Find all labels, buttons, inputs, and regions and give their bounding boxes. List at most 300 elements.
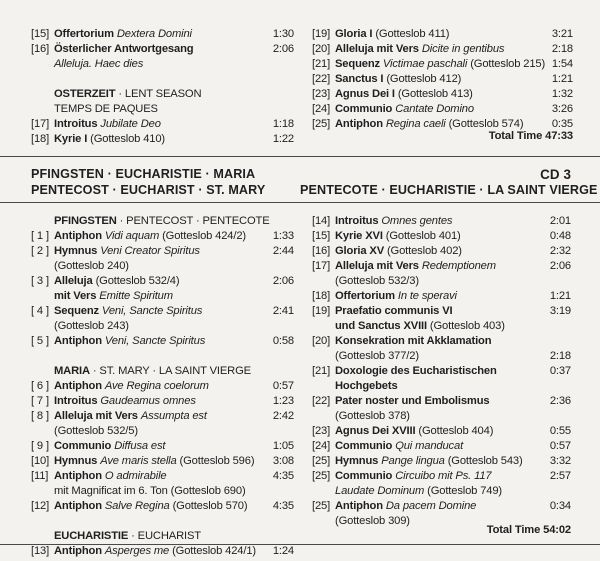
track-subtitle: Vidi aquam (Gotteslob 424/2): [104, 230, 246, 242]
track-subtitle: Assumpta est: [140, 410, 207, 422]
track-duration: 0:55: [549, 425, 571, 437]
track-text: [54, 439, 165, 454]
track-subtitle: Dextera Domini: [116, 28, 192, 40]
track-row: [312, 289, 571, 304]
track-duration: 2:01: [549, 215, 571, 227]
track-subtitle: (Gotteslob 401): [385, 230, 461, 242]
track-title: Kyrie XVI: [335, 230, 383, 242]
track-duration: 0:48: [549, 230, 571, 242]
bottom-left-tracklist: [31, 214, 294, 559]
track-title: Antiphon: [54, 335, 102, 347]
track-subtitle: Alleluja. Haec dies: [54, 58, 144, 70]
track-subtitle: · LENT SEASON: [115, 88, 202, 100]
track-subtitle: (Gotteslob 309): [335, 515, 410, 527]
track-duration: 2:06: [549, 260, 571, 272]
track-text: [54, 379, 209, 394]
track-number: [20]: [312, 43, 331, 55]
track-duration: 1:54: [551, 58, 573, 70]
track-row: [31, 424, 294, 439]
track-duration: 2:57: [549, 470, 571, 482]
track-duration: 1:33: [272, 230, 294, 242]
track-row: [31, 117, 294, 132]
track-text: [335, 499, 476, 514]
track-text: [335, 379, 398, 394]
track-row: [31, 274, 294, 289]
track-title: Agnus Dei I: [335, 88, 395, 100]
track-duration: 2:41: [272, 305, 294, 317]
track-row: [312, 484, 571, 499]
track-row: [312, 319, 571, 334]
track-title: Gloria I: [335, 28, 373, 40]
track-subtitle: TEMPS DE PAQUES: [54, 103, 158, 115]
section-heading: [31, 87, 294, 102]
track-subtitle: Circuibo mit Ps. 117: [395, 470, 492, 482]
track-text: [54, 484, 246, 499]
track-subtitle: (Gotteslob 378): [335, 410, 410, 422]
track-number: [ 4 ]: [31, 305, 49, 317]
track-title: Österlicher Antwortgesang: [54, 43, 194, 55]
track-subtitle: (Gotteslob 243): [54, 320, 129, 332]
track-text: [54, 364, 251, 379]
track-subtitle: Redemptionem: [421, 260, 496, 272]
track-title: Offertorium: [54, 28, 114, 40]
track-text: [54, 394, 196, 409]
track-text: [335, 364, 497, 379]
track-subtitle: Ave maris stella (Gotteslob 596): [100, 455, 255, 467]
track-subtitle: Veni Creator Spiritus: [100, 245, 200, 257]
track-title: MARIA: [54, 365, 90, 377]
track-number: [20]: [312, 335, 331, 347]
track-title: Doxologie des Eucharistischen: [335, 365, 497, 377]
track-row: [31, 102, 294, 117]
track-number: [22]: [312, 395, 331, 407]
track-subtitle: · ST. MARY · LA SAINT VIERGE: [89, 365, 251, 377]
track-subtitle: Regina caeli (Gotteslob 574): [385, 118, 524, 130]
track-text: [335, 469, 491, 484]
banner-line-2-right: PENTECOTE · EUCHARISTIE · LA SAINT VIERGE: [300, 183, 598, 197]
track-row: [312, 409, 571, 424]
track-number: [16]: [31, 43, 50, 55]
track-number: [15]: [31, 28, 50, 40]
track-text: [54, 454, 254, 469]
track-subtitle: (Gotteslob 402): [386, 245, 462, 257]
track-subtitle: Jubilate Deo: [100, 118, 161, 130]
track-number: [ 8 ]: [31, 410, 49, 422]
track-text: [335, 244, 462, 259]
track-row: [31, 394, 294, 409]
track-text: [54, 499, 247, 514]
track-subtitle: Veni, Sancte Spiritus: [101, 305, 203, 317]
track-title: Introitus: [54, 395, 98, 407]
track-duration: 2:06: [272, 275, 294, 287]
track-subtitle: Omnes gentes: [381, 215, 453, 227]
track-row: [31, 379, 294, 394]
track-title: Antiphon: [54, 380, 102, 392]
track-row: [312, 364, 571, 379]
track-row: [312, 394, 571, 409]
track-text: [335, 394, 489, 409]
track-text: [335, 27, 449, 42]
track-text: [335, 349, 419, 364]
track-row: [31, 454, 294, 469]
track-number: [21]: [312, 365, 331, 377]
track-row: [312, 499, 571, 514]
track-row: [31, 349, 294, 364]
track-number: [ 2 ]: [31, 245, 49, 257]
section-heading: [31, 364, 294, 379]
track-row: [312, 304, 571, 319]
track-subtitle: Victimae paschali (Gotteslob 215): [382, 58, 546, 70]
track-duration: 3:08: [272, 455, 294, 467]
track-text: [54, 259, 129, 274]
banner-divider: [0, 202, 600, 203]
track-duration: 2:44: [272, 245, 294, 257]
track-title: Communio: [335, 470, 393, 482]
track-number: [23]: [312, 88, 331, 100]
track-text: [335, 259, 496, 274]
track-subtitle: (Gotteslob 412): [386, 73, 462, 85]
track-subtitle: (Gotteslob 404): [418, 425, 494, 437]
track-title: Gloria XV: [335, 245, 385, 257]
track-number: [12]: [31, 500, 50, 512]
track-number: [22]: [312, 73, 331, 85]
track-text: [54, 334, 205, 349]
track-text: [54, 469, 166, 484]
track-number: [ 9 ]: [31, 440, 49, 452]
track-number: [13]: [31, 545, 50, 557]
bottom-divider: [0, 544, 600, 545]
track-text: [54, 529, 201, 544]
track-subtitle: Dicite in gentibus: [421, 43, 505, 55]
track-subtitle: mit Magnificat im 6. Ton (Gotteslob 690): [54, 485, 246, 497]
track-row: [31, 244, 294, 259]
track-number: [18]: [31, 133, 50, 145]
track-text: [54, 87, 201, 102]
track-number: [ 7 ]: [31, 395, 49, 407]
track-row: [312, 102, 573, 117]
track-duration: 1:05: [272, 440, 294, 452]
track-title: Introitus: [54, 118, 98, 130]
gotteslob-ref: (Gotteslob 596): [176, 455, 255, 467]
track-duration: 1:30: [272, 28, 294, 40]
track-text: [335, 87, 473, 102]
track-subtitle: (Gotteslob 403): [429, 320, 505, 332]
track-text: [335, 229, 461, 244]
track-title: Communio: [54, 440, 112, 452]
track-subtitle: (Gotteslob 377/2): [335, 350, 419, 362]
banner-line-2-left: PENTECOST · EUCHARIST · ST. MARY: [31, 183, 266, 197]
track-duration: 0:57: [272, 380, 294, 392]
track-number: [16]: [312, 245, 331, 257]
track-text: [54, 27, 192, 42]
track-title: Praefatio communis VI: [335, 305, 453, 317]
track-subtitle: O admirabile: [104, 470, 167, 482]
track-row: [31, 319, 294, 334]
track-subtitle: Pange lingua (Gotteslob 543): [381, 455, 523, 467]
track-duration: 0:35: [551, 118, 573, 130]
track-duration: 2:06: [272, 43, 294, 55]
track-title: Antiphon: [335, 500, 383, 512]
track-text: [335, 439, 463, 454]
track-duration: 1:21: [549, 290, 571, 302]
track-title: Konsekration mit Akklamation: [335, 335, 492, 347]
track-number: [18]: [312, 290, 331, 302]
track-title: Antiphon: [54, 500, 102, 512]
track-title: Kyrie I: [54, 133, 88, 145]
track-title: Alleluja mit Vers: [335, 260, 419, 272]
track-subtitle: Da pacem Domine: [385, 500, 477, 512]
banner-line-1: PFINGSTEN · EUCHARISTIE · MARIA: [31, 167, 256, 181]
track-duration: 0:34: [549, 500, 571, 512]
track-text: [54, 102, 158, 117]
track-subtitle: Ave Regina coelorum: [104, 380, 209, 392]
track-number: [ 5 ]: [31, 335, 49, 347]
track-text: [54, 117, 161, 132]
track-title: Hymnus: [54, 455, 98, 467]
track-row: [31, 304, 294, 319]
track-title: Hymnus: [335, 455, 379, 467]
track-title: Alleluja mit Vers: [335, 43, 419, 55]
track-subtitle: Diffusa est: [114, 440, 166, 452]
section-heading: [31, 214, 294, 229]
track-text: [335, 424, 493, 439]
track-duration: 0:58: [272, 335, 294, 347]
track-row: [31, 409, 294, 424]
track-number: [17]: [312, 260, 331, 272]
track-title: Alleluja mit Vers: [54, 410, 138, 422]
track-row: [312, 229, 571, 244]
track-text: [54, 289, 173, 304]
track-number: [ 3 ]: [31, 275, 49, 287]
track-number: [ 6 ]: [31, 380, 49, 392]
track-duration: 0:57: [549, 440, 571, 452]
track-duration: 1:21: [551, 73, 573, 85]
gotteslob-ref: (Gotteslob 570): [169, 500, 248, 512]
track-title: Antiphon: [54, 470, 102, 482]
track-row: [31, 544, 294, 559]
track-number: [25]: [312, 118, 331, 130]
track-number: [23]: [312, 425, 331, 437]
track-row: [31, 484, 294, 499]
track-text: [335, 484, 502, 499]
top-right-tracklist: [312, 27, 573, 132]
track-title: Sequenz: [54, 305, 99, 317]
track-text: [54, 304, 202, 319]
track-number: [25]: [312, 455, 331, 467]
track-text: [335, 102, 474, 117]
track-subtitle: Gaudeamus omnes: [100, 395, 196, 407]
track-row: [31, 132, 294, 147]
track-subtitle: Qui manducat: [395, 440, 464, 452]
track-number: [24]: [312, 440, 331, 452]
track-subtitle: Laudate Dominum (Gotteslob 749): [335, 485, 502, 497]
track-text: [335, 289, 457, 304]
track-row: [31, 72, 294, 87]
track-number: [11]: [31, 470, 49, 482]
track-subtitle: (Gotteslob 532/3): [335, 275, 419, 287]
track-duration: 3:32: [549, 455, 571, 467]
track-title: Sanctus I: [335, 73, 384, 85]
track-number: [10]: [31, 455, 50, 467]
track-text: [54, 214, 270, 229]
track-text: [54, 42, 193, 57]
track-row: [31, 57, 294, 72]
track-row: [312, 454, 571, 469]
track-subtitle: In te speravi: [397, 290, 457, 302]
track-row: [312, 27, 573, 42]
track-number: [ 1 ]: [31, 230, 49, 242]
track-text: [54, 544, 256, 559]
track-number: [19]: [312, 28, 331, 40]
track-duration: 3:19: [549, 305, 571, 317]
track-text: [335, 334, 491, 349]
track-duration: 2:36: [549, 395, 571, 407]
track-row: [31, 334, 294, 349]
track-title: Antiphon: [54, 230, 102, 242]
track-row: [312, 87, 573, 102]
track-text: [335, 214, 452, 229]
track-duration: 1:22: [272, 133, 294, 145]
track-row: [31, 289, 294, 304]
gotteslob-ref: (Gotteslob 574): [445, 118, 524, 130]
track-number: [24]: [312, 103, 331, 115]
track-duration: 1:18: [272, 118, 294, 130]
track-text: [54, 229, 246, 244]
track-number: [21]: [312, 58, 331, 70]
gotteslob-ref: (Gotteslob 424/2): [159, 230, 246, 242]
track-text: [54, 132, 165, 147]
track-subtitle: (Gotteslob 411): [375, 28, 450, 40]
track-title: Antiphon: [335, 118, 383, 130]
track-title: Alleluja: [54, 275, 93, 287]
track-row: [312, 72, 573, 87]
track-number: [25]: [312, 470, 331, 482]
track-row: [31, 514, 294, 529]
track-text: [54, 274, 179, 289]
track-title: Sequenz: [335, 58, 380, 70]
track-number: [25]: [312, 500, 331, 512]
gotteslob-ref: (Gotteslob 749): [424, 485, 502, 497]
track-row: [31, 439, 294, 454]
track-subtitle: Asperges me (Gotteslob 424/1): [104, 545, 256, 557]
gotteslob-ref: (Gotteslob 215): [467, 58, 546, 70]
track-row: [31, 469, 294, 484]
cd-number: CD 3: [540, 167, 571, 182]
track-title: EUCHARISTIE: [54, 530, 129, 542]
track-title: Offertorium: [335, 290, 395, 302]
track-text: [335, 42, 504, 57]
track-duration: 2:32: [549, 245, 571, 257]
track-title: Antiphon: [54, 545, 102, 557]
track-subtitle: Salve Regina (Gotteslob 570): [104, 500, 248, 512]
track-title: Pater noster und Embolismus: [335, 395, 490, 407]
track-subtitle: · PENTECOST · PENTECOTE: [116, 215, 270, 227]
track-subtitle: · EUCHARIST: [128, 530, 201, 542]
track-subtitle: (Gotteslob 240): [54, 260, 129, 272]
track-duration: 0:37: [549, 365, 571, 377]
track-title: Communio: [335, 103, 393, 115]
track-row: [312, 259, 571, 274]
track-subtitle: Cantate Domino: [395, 103, 474, 115]
track-row: [31, 27, 294, 42]
track-row: [31, 259, 294, 274]
track-duration: 1:24: [272, 545, 294, 557]
track-title: Hochgebets: [335, 380, 398, 392]
track-subtitle: mit Vers Emitte Spiritum: [54, 290, 173, 302]
track-subtitle: (Gotteslob 532/5): [54, 425, 138, 437]
track-row: [312, 244, 571, 259]
track-text: [54, 424, 138, 439]
track-row: [312, 379, 571, 394]
track-row: [312, 214, 571, 229]
track-title: und Sanctus XVIII: [335, 320, 427, 332]
track-row: [312, 439, 571, 454]
track-row: [31, 229, 294, 244]
track-text: [335, 319, 505, 334]
track-duration: 2:18: [549, 350, 571, 362]
track-text: [335, 274, 419, 289]
section-heading: [31, 529, 294, 544]
track-text: [54, 409, 207, 424]
track-duration: 1:32: [551, 88, 573, 100]
track-text: [54, 319, 129, 334]
track-text: [335, 57, 545, 72]
track-text: [335, 409, 410, 424]
track-text: [54, 57, 143, 72]
track-row: [312, 349, 571, 364]
track-subtitle: (Gotteslob 410): [90, 133, 165, 145]
track-title: PFINGSTEN: [54, 215, 117, 227]
track-duration: 3:21: [551, 28, 573, 40]
track-duration: 1:23: [272, 395, 294, 407]
track-title: Introitus: [335, 215, 379, 227]
top-divider: [0, 156, 600, 157]
bottom-total-time: Total Time 54:02: [486, 524, 571, 536]
track-title: Agnus Dei XVIII: [335, 425, 416, 437]
track-duration: 4:35: [272, 470, 294, 482]
track-duration: 2:18: [551, 43, 573, 55]
track-text: [335, 514, 410, 529]
track-row: [31, 42, 294, 57]
track-number: [19]: [312, 305, 331, 317]
track-number: [17]: [31, 118, 50, 130]
track-row: [312, 424, 571, 439]
top-total-time: Total Time 47:33: [488, 130, 573, 142]
track-duration: 3:26: [551, 103, 573, 115]
top-left-tracklist: [31, 27, 294, 147]
track-row: [312, 334, 571, 349]
track-subtitle: (Gotteslob 413): [397, 88, 473, 100]
track-row: [312, 42, 573, 57]
track-subtitle: (Gotteslob 532/4): [95, 275, 180, 287]
track-text: [54, 244, 200, 259]
track-number: [14]: [312, 215, 331, 227]
track-text: [335, 304, 452, 319]
track-row: [312, 57, 573, 72]
track-duration: 2:42: [272, 410, 294, 422]
track-row: [312, 274, 571, 289]
track-number: [15]: [312, 230, 331, 242]
track-duration: 4:35: [272, 500, 294, 512]
bottom-right-tracklist: [312, 214, 571, 529]
track-subtitle: Veni, Sancte Spiritus: [104, 335, 206, 347]
track-row: [312, 469, 571, 484]
track-title: Hymnus: [54, 245, 98, 257]
gotteslob-ref: (Gotteslob 424/1): [169, 545, 256, 557]
track-row: [31, 499, 294, 514]
gotteslob-ref: (Gotteslob 543): [444, 455, 523, 467]
track-title: OSTERZEIT: [54, 88, 116, 100]
